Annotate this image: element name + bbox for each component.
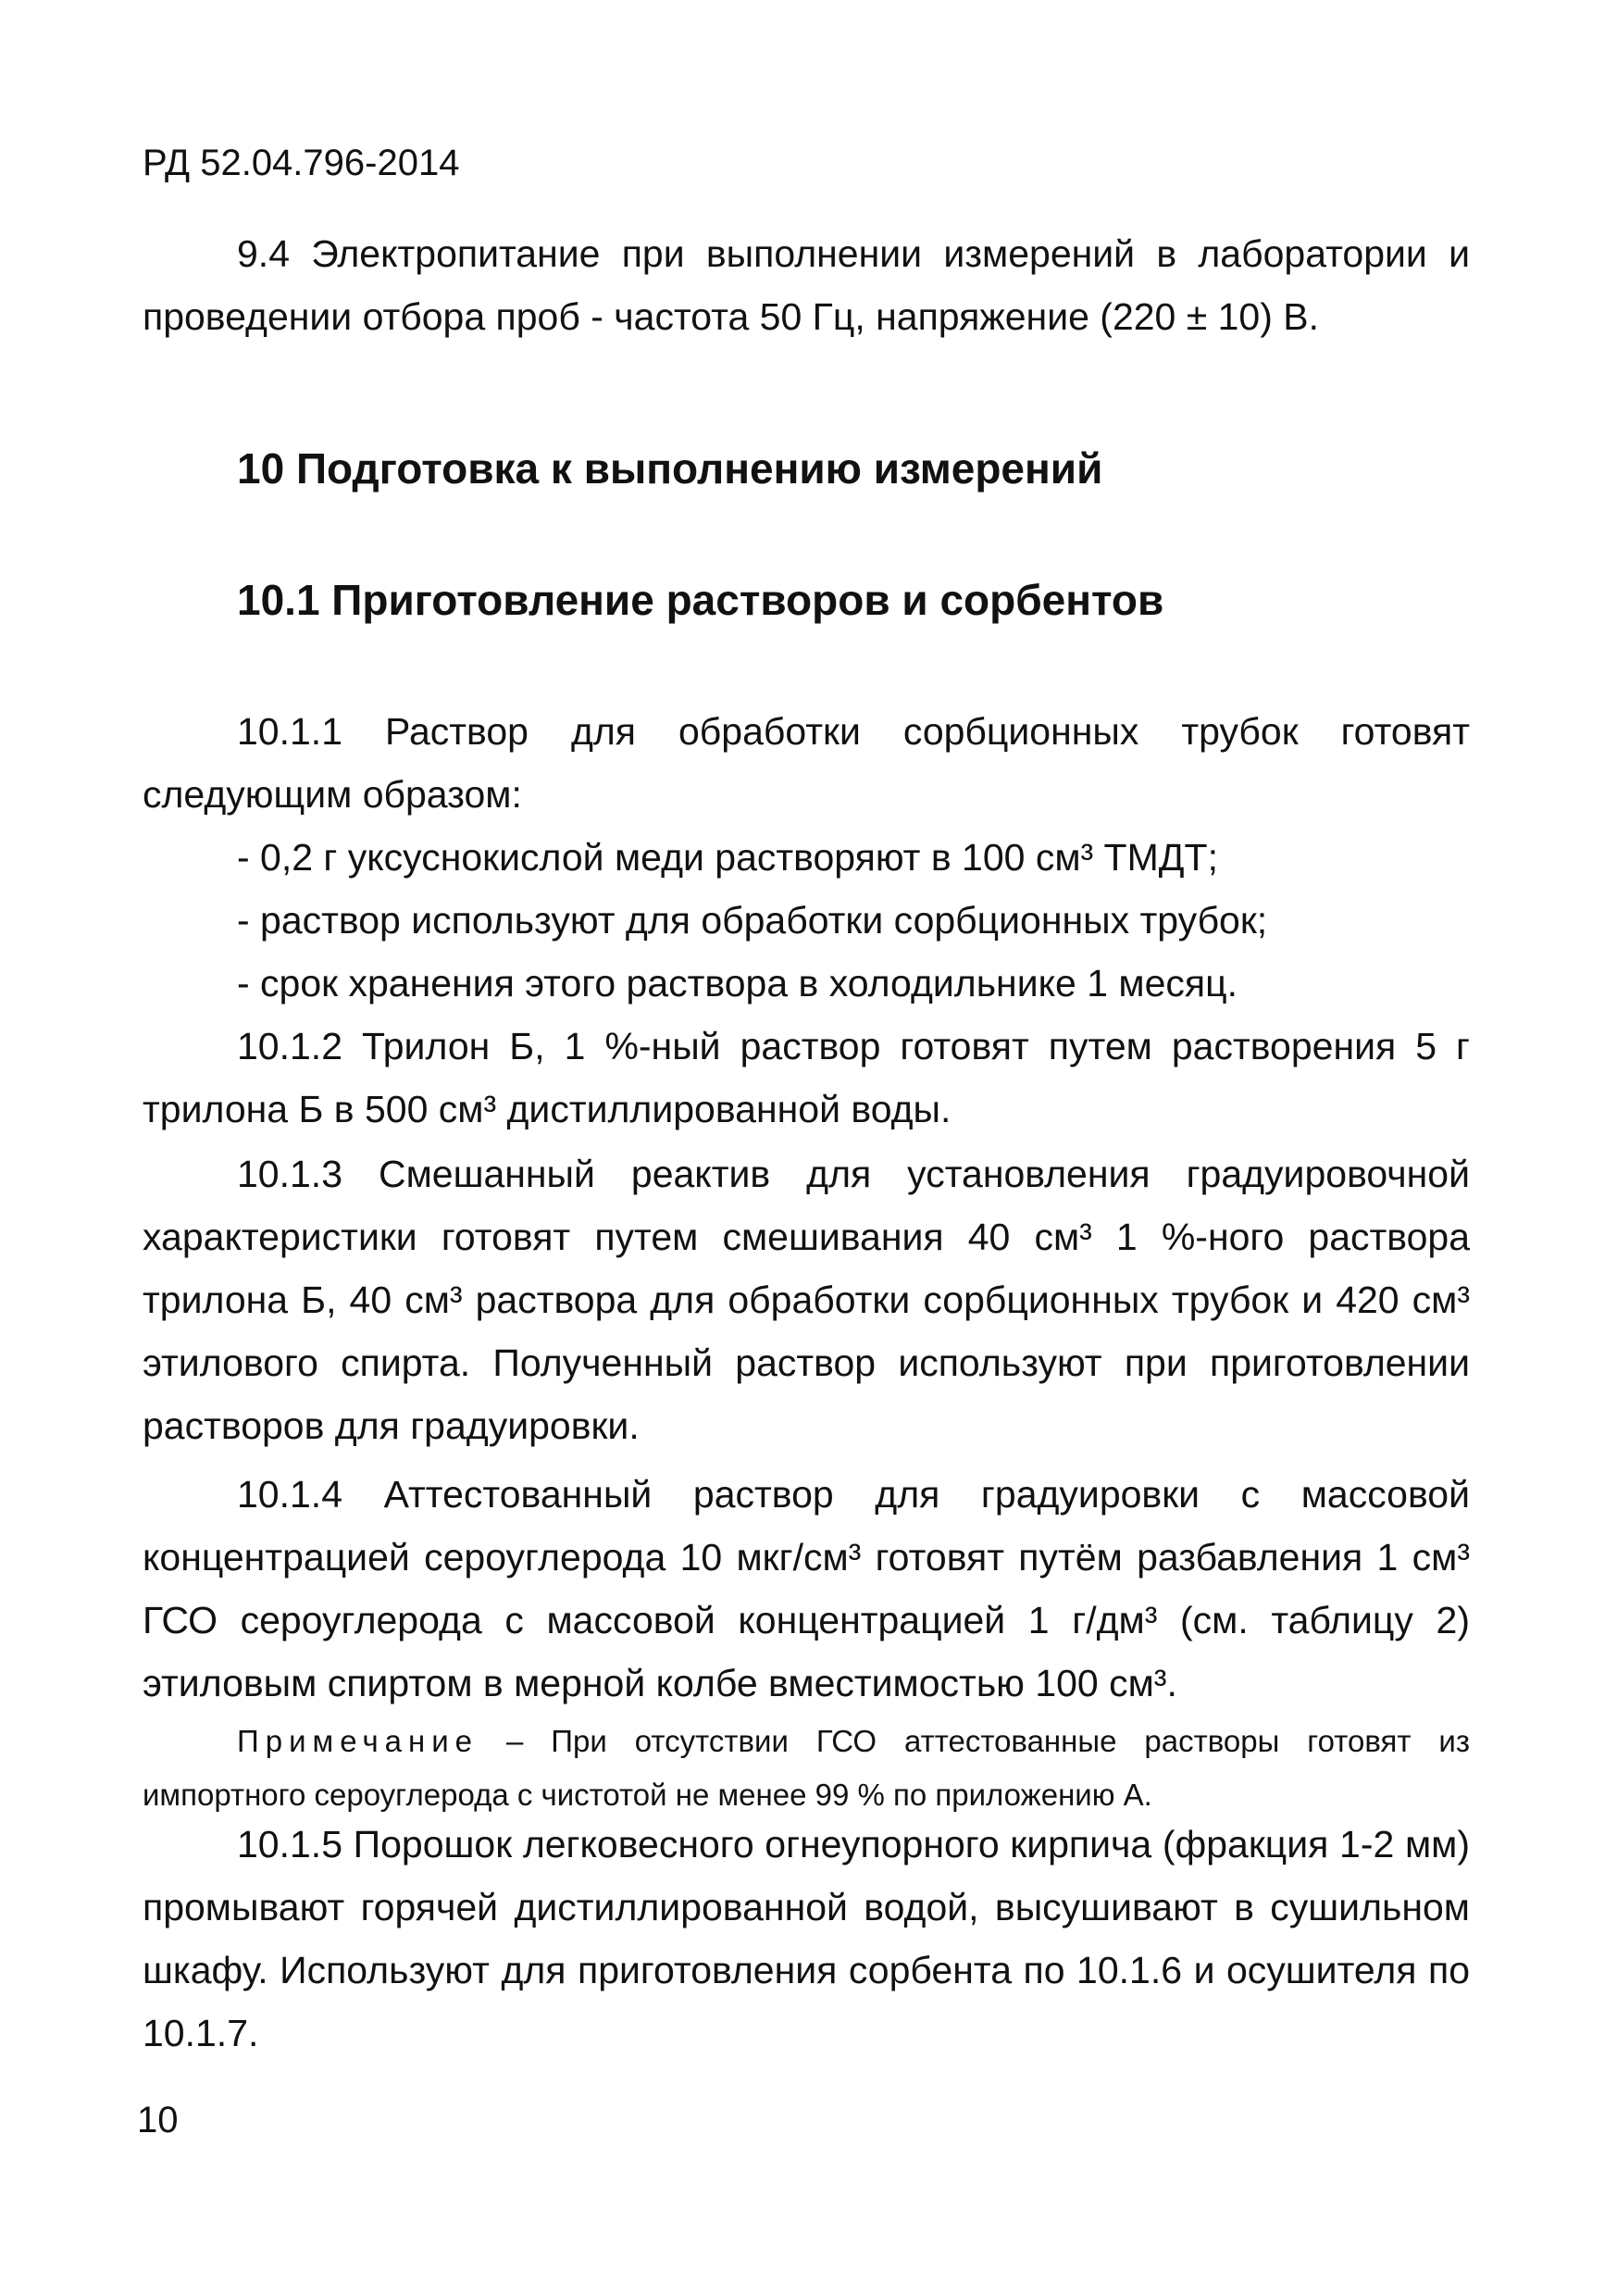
paragraph-10-1-2: 10.1.2 Трилон Б, 1 %-ный раствор готовят путем растворения 5 г трилона Б в 500 см³ дистиллированной воды. — [143, 1025, 1470, 1130]
note — [143, 1715, 1470, 1822]
paragraph-10-1-4: 10.1.4 Аттестованный раствор для градуировки с массовой концентрацией сероуглерода 10 мкг/см³ готовят путём разбавления 1 см³ ГСО сероуглерода с массовой концентрацией 1 г/дм³ (см. таблицу 2) этиловым спиртом в мерной колбе вместимостью 100 см³. — [143, 1473, 1470, 1704]
list-item: - 0,2 г уксуснокислой меди растворяют в 100 см³ ТМДТ; — [237, 836, 1218, 879]
list-item: - раствор используют для обработки сорбционных трубок; — [237, 899, 1268, 942]
note-label: Примечание — [237, 1724, 479, 1758]
list-item: - срок хранения этого раствора в холодильнике 1 месяц. — [237, 962, 1238, 1004]
page-number: 10 — [137, 2100, 179, 2140]
paragraph-10-1-1: 10.1.1 Раствор для обработки сорбционных трубок готовят следующим образом: — [143, 710, 1470, 816]
paragraph-9-4: 9.4 Электропитание при выполнении измерений в лаборатории и проведении отбора проб - частота 50 Гц, напряжение (220 ± 10) В. — [143, 232, 1470, 338]
document-code: РД 52.04.796-2014 — [143, 143, 460, 183]
subsection-heading-10-1: 10.1 Приготовление растворов и сорбентов — [237, 576, 1164, 624]
note-text: – При отсутствии ГСО аттестованные растворы готовят из импортного сероуглерода с чистотой не менее 99 % по приложению А. — [143, 1724, 1470, 1812]
paragraph-10-1-5: 10.1.5 Порошок легковесного огнеупорного кирпича (фракция 1-2 мм) промывают горячей дистиллированной водой, высушивают в сушильном шкафу. Используют для приготовления сорбента по 10.1.6 и осушителя по 10.1.7. — [143, 1823, 1470, 2054]
section-heading-10: 10 Подготовка к выполнению измерений — [237, 444, 1103, 493]
paragraph-10-1-3: 10.1.3 Смешанный реактив для установления градуировочной характеристики готовят путем смешивания 40 см³ 1 %-ного раствора трилона Б, 40 см³ раствора для обработки сорбционных трубок и 420 см³ этилового спирта. Полученный раствор используют при приготовлении растворов для градуировки. — [143, 1153, 1470, 1447]
